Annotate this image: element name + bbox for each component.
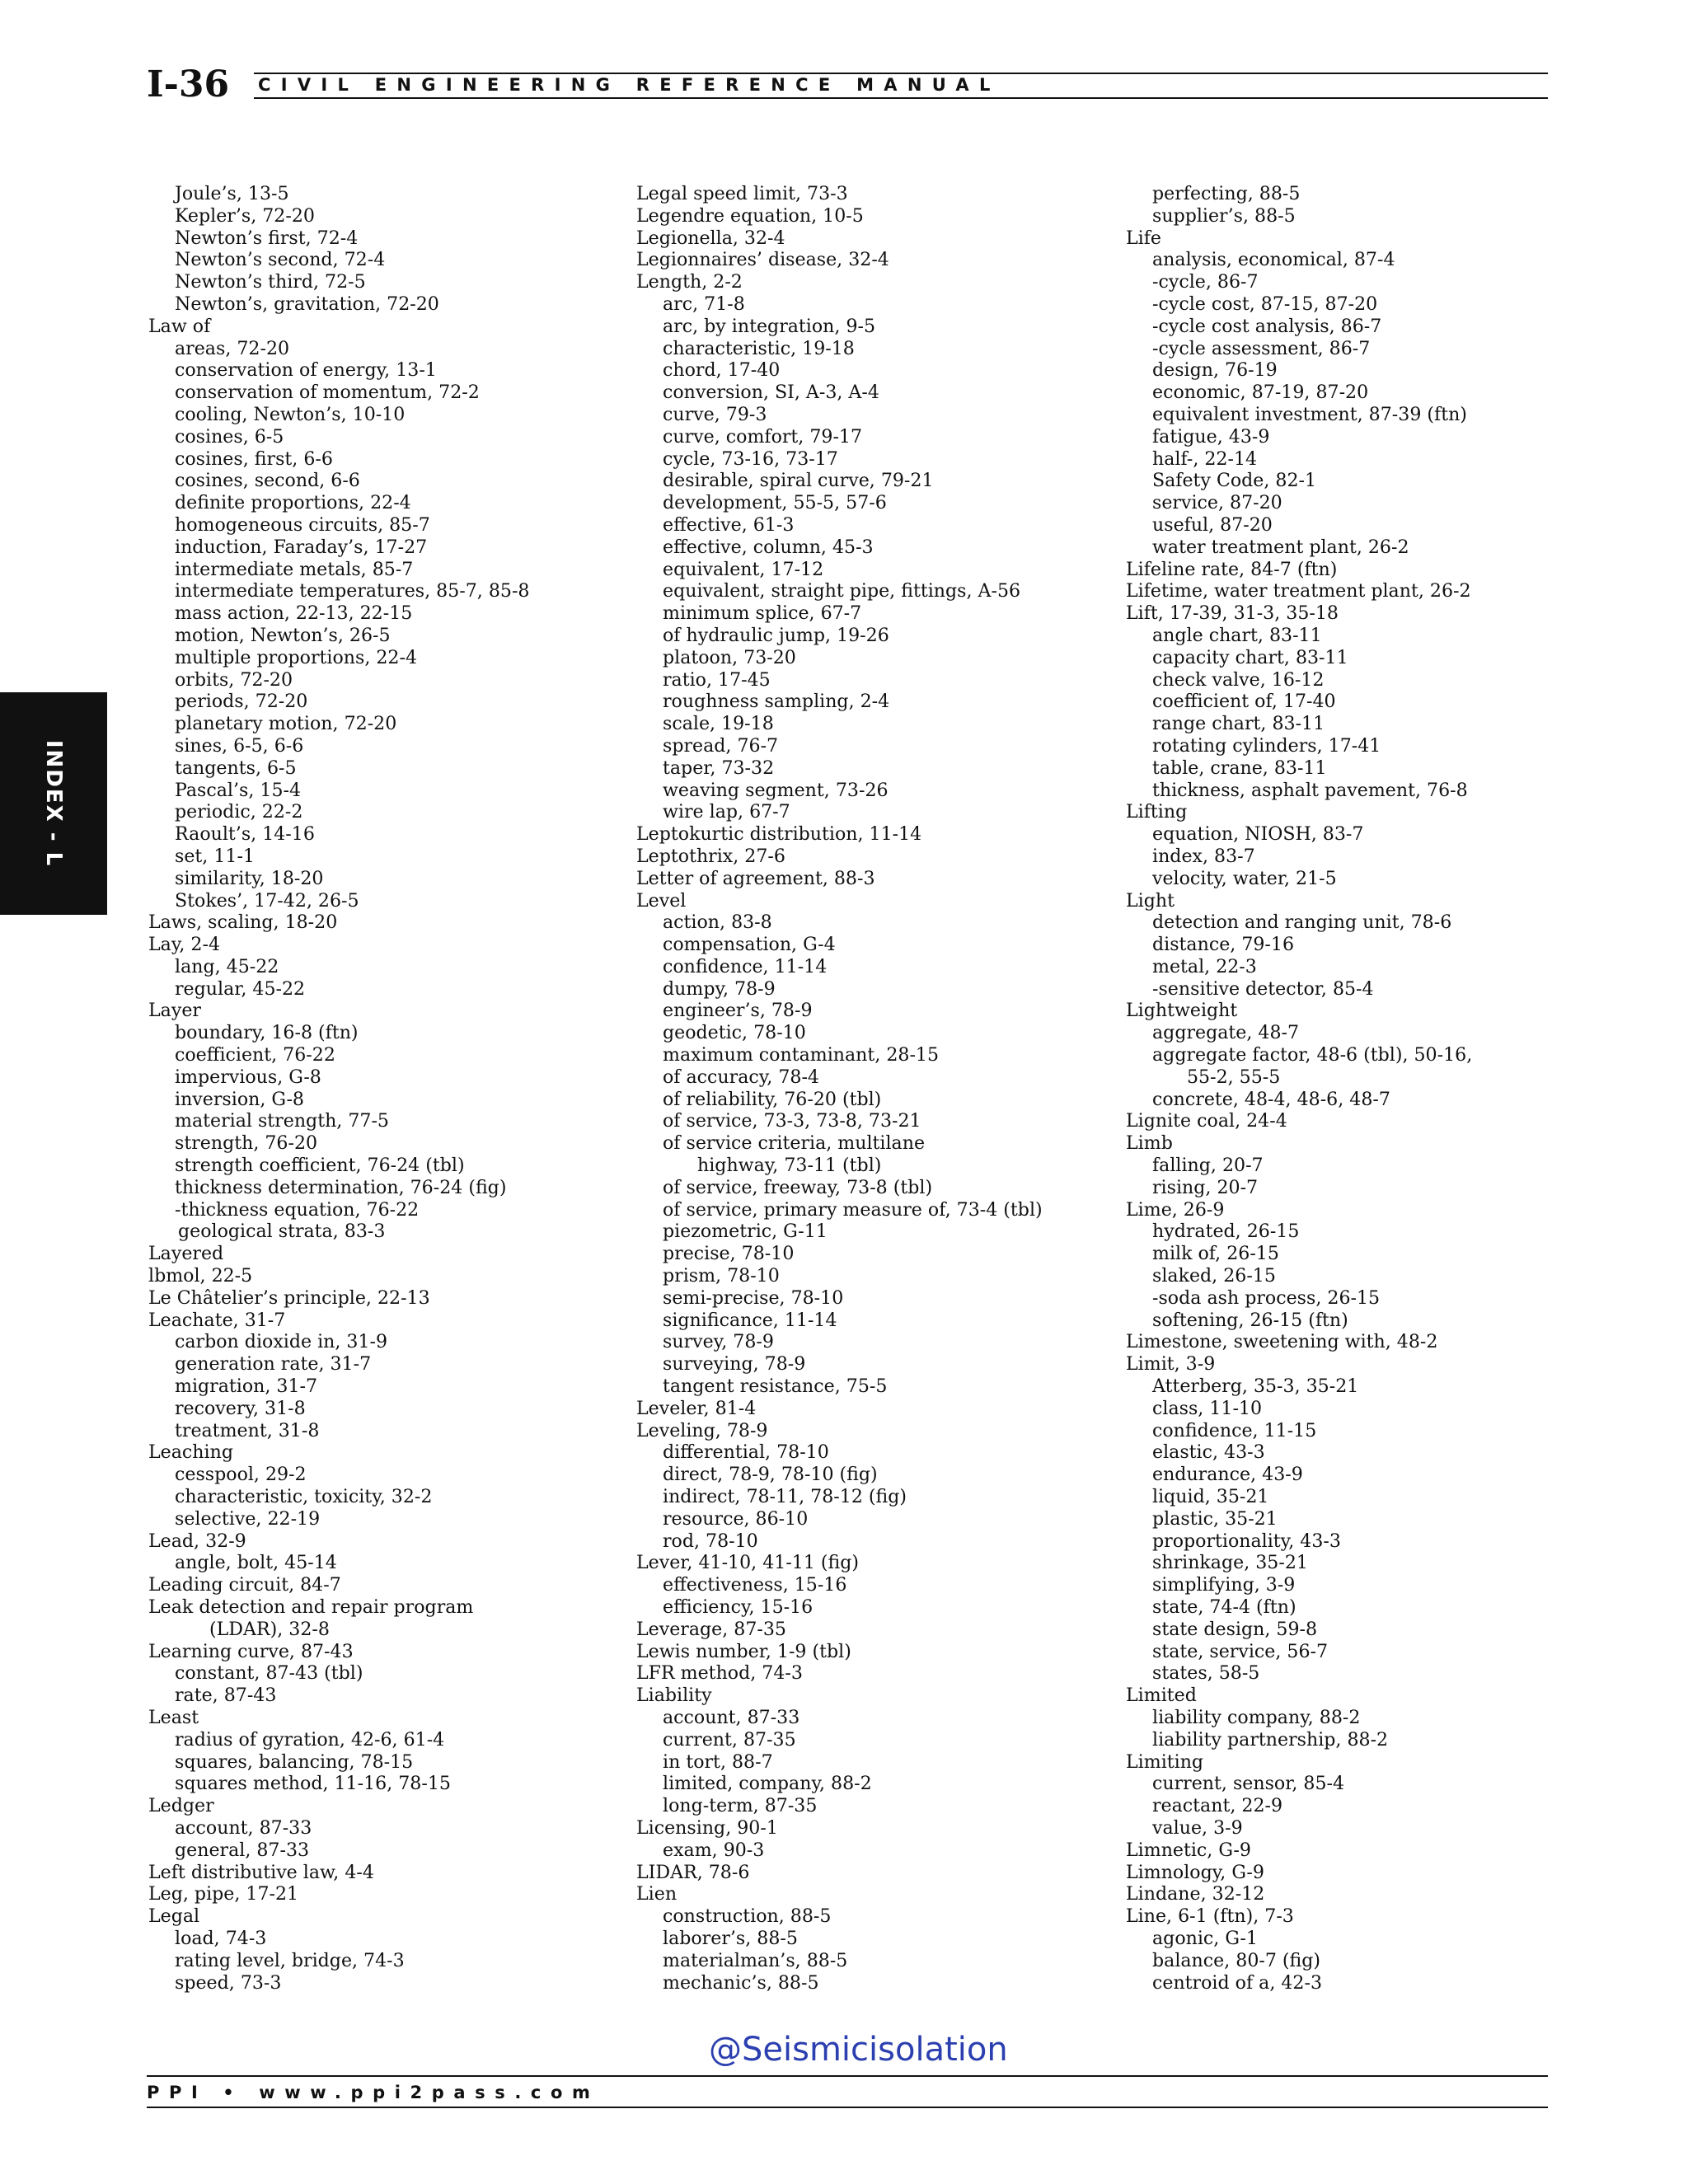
index-subentry: Safety Code, 82-1 bbox=[1152, 470, 1317, 492]
index-subentry: arc, 71-8 bbox=[663, 293, 745, 315]
index-subentry: material strength, 77-5 bbox=[175, 1110, 389, 1132]
index-subentry: of reliability, 76-20 (tbl) bbox=[663, 1088, 882, 1110]
index-subentry: equivalent, straight pipe, fittings, A-56 bbox=[663, 580, 1021, 602]
index-subentry: inversion, G-8 bbox=[175, 1088, 304, 1110]
index-subentry: conservation of energy, 13-1 bbox=[175, 359, 437, 382]
index-entry: Leptothrix, 27-6 bbox=[636, 845, 785, 867]
index-subentry: fatigue, 43-9 bbox=[1152, 425, 1270, 448]
index-subentry: areas, 72-20 bbox=[175, 337, 290, 359]
index-subentry: -cycle cost analysis, 86-7 bbox=[1152, 315, 1382, 337]
index-subentry: of hydraulic jump, 19-26 bbox=[663, 624, 889, 646]
index-subentry: multiple proportions, 22-4 bbox=[175, 646, 418, 668]
index-subentry: simplifying, 3-9 bbox=[1152, 1574, 1296, 1596]
index-entry: Lime, 26-9 bbox=[1126, 1198, 1225, 1221]
index-subentry: balance, 80-7 (fig) bbox=[1152, 1949, 1321, 1971]
index-subentry: desirable, spiral curve, 79-21 bbox=[663, 470, 934, 492]
watermark-text: @Seismicisolation bbox=[709, 2031, 1008, 2069]
index-entry: Limnology, G-9 bbox=[1126, 1861, 1264, 1883]
index-subentry: index, 83-7 bbox=[1152, 845, 1255, 867]
index-subentry: 55-2, 55-5 bbox=[1187, 1066, 1281, 1088]
index-entry: Lightweight bbox=[1126, 1000, 1238, 1022]
index-subentry: general, 87-33 bbox=[175, 1839, 310, 1861]
index-entry: LFR method, 74-3 bbox=[636, 1662, 803, 1685]
page-header bbox=[147, 64, 1548, 105]
index-subentry: falling, 20-7 bbox=[1152, 1155, 1264, 1177]
index-subentry: angle chart, 83-11 bbox=[1152, 624, 1322, 646]
index-subentry: coefficient, 76-22 bbox=[175, 1044, 335, 1066]
index-subentry: exam, 90-3 bbox=[663, 1839, 765, 1861]
index-subentry: precise, 78-10 bbox=[663, 1243, 795, 1265]
index-entry: Legal bbox=[148, 1905, 200, 1928]
index-subentry: strength, 76-20 bbox=[175, 1132, 318, 1155]
index-subentry: effectiveness, 15-16 bbox=[663, 1574, 847, 1596]
index-subentry: squares method, 11-16, 78-15 bbox=[175, 1773, 451, 1795]
index-entry: Limited bbox=[1126, 1685, 1197, 1707]
index-subentry: scale, 19-18 bbox=[663, 713, 774, 735]
index-subentry: -cycle assessment, 86-7 bbox=[1152, 337, 1371, 359]
index-subentry: intermediate metals, 85-7 bbox=[175, 558, 414, 580]
index-subentry: state, 74-4 (ftn) bbox=[1152, 1596, 1296, 1618]
index-subentry: highway, 73-11 (tbl) bbox=[697, 1155, 882, 1177]
index-subentry: Raoult’s, 14-16 bbox=[175, 823, 315, 846]
index-subentry: tangents, 6-5 bbox=[175, 757, 297, 779]
index-subentry: efficiency, 15-16 bbox=[663, 1596, 814, 1618]
index-subentry: semi-precise, 78-10 bbox=[663, 1286, 844, 1309]
index-subentry: Newton’s first, 72-4 bbox=[175, 227, 359, 249]
index-subentry: chord, 17-40 bbox=[663, 359, 781, 382]
index-subentry: thickness, asphalt pavement, 76-8 bbox=[1152, 779, 1468, 801]
index-subentry: Newton’s, gravitation, 72-20 bbox=[175, 293, 439, 315]
index-subentry: planetary motion, 72-20 bbox=[175, 713, 397, 735]
index-column-3 bbox=[1126, 183, 1563, 1994]
index-subentry: wire lap, 67-7 bbox=[663, 801, 790, 823]
index-subentry: current, 87-35 bbox=[663, 1728, 796, 1750]
index-subentry: geological strata, 83-3 bbox=[178, 1221, 386, 1243]
index-subentry: -thickness equation, 76-22 bbox=[175, 1198, 420, 1221]
index-subentry: limited, company, 88-2 bbox=[663, 1773, 872, 1795]
index-subentry: geodetic, 78-10 bbox=[663, 1022, 806, 1044]
index-subentry: -cycle, 86-7 bbox=[1152, 271, 1259, 293]
index-subentry: -cycle cost, 87-15, 87-20 bbox=[1152, 293, 1378, 315]
index-entry: Light bbox=[1126, 889, 1175, 912]
index-subentry: rod, 78-10 bbox=[663, 1530, 758, 1552]
index-subentry: centroid of a, 42-3 bbox=[1152, 1971, 1323, 1994]
index-entry: lbmol, 22-5 bbox=[148, 1265, 253, 1287]
index-subentry: migration, 31-7 bbox=[175, 1376, 318, 1398]
index-subentry: proportionality, 43-3 bbox=[1152, 1530, 1341, 1552]
index-subentry: hydrated, 26-15 bbox=[1152, 1221, 1300, 1243]
index-subentry: aggregate, 48-7 bbox=[1152, 1022, 1300, 1044]
index-entry: Layer bbox=[148, 1000, 201, 1022]
index-subentry: coefficient of, 17-40 bbox=[1152, 691, 1336, 713]
index-entry: Limiting bbox=[1126, 1750, 1204, 1773]
index-subentry: homogeneous circuits, 85-7 bbox=[175, 513, 430, 536]
index-subentry: compensation, G-4 bbox=[663, 934, 836, 956]
index-subentry: treatment, 31-8 bbox=[175, 1419, 320, 1441]
index-entry: Leg, pipe, 17-21 bbox=[148, 1883, 299, 1905]
index-subentry: confidence, 11-14 bbox=[663, 955, 828, 977]
index-subentry: motion, Newton’s, 26-5 bbox=[175, 624, 391, 646]
running-title: CIVIL ENGINEERING REFERENCE MANUAL bbox=[258, 75, 1001, 95]
index-subentry: intermediate temperatures, 85-7, 85-8 bbox=[175, 580, 530, 602]
footer-rule-top bbox=[147, 2075, 1548, 2077]
index-side-tab bbox=[0, 692, 107, 915]
index-subentry: aggregate factor, 48-6 (tbl), 50-16, bbox=[1152, 1044, 1473, 1066]
index-entry: Leaching bbox=[148, 1441, 233, 1464]
index-subentry: set, 11-1 bbox=[175, 845, 255, 867]
index-subentry: of service, 73-3, 73-8, 73-21 bbox=[663, 1110, 921, 1132]
index-subentry: piezometric, G-11 bbox=[663, 1221, 828, 1243]
index-subentry: angle, bolt, 45-14 bbox=[175, 1552, 337, 1574]
index-entry: Life bbox=[1126, 227, 1161, 249]
index-subentry: Pascal’s, 15-4 bbox=[175, 779, 302, 801]
index-subentry: squares, balancing, 78-15 bbox=[175, 1750, 414, 1773]
index-subentry: boundary, 16-8 (ftn) bbox=[175, 1022, 359, 1044]
index-subentry: cosines, first, 6-6 bbox=[175, 448, 333, 470]
index-subentry: water treatment plant, 26-2 bbox=[1152, 536, 1409, 558]
index-subentry: current, sensor, 85-4 bbox=[1152, 1773, 1345, 1795]
index-entry: Legionella, 32-4 bbox=[636, 227, 785, 249]
index-subentry: useful, 87-20 bbox=[1152, 513, 1273, 536]
index-subentry: in tort, 88-7 bbox=[663, 1750, 773, 1773]
index-subentry: cosines, second, 6-6 bbox=[175, 470, 360, 492]
index-subentry: states, 58-5 bbox=[1152, 1662, 1260, 1685]
index-entry: Limestone, sweetening with, 48-2 bbox=[1126, 1331, 1438, 1353]
index-subentry: distance, 79-16 bbox=[1152, 934, 1295, 956]
index-subentry: maximum contaminant, 28-15 bbox=[663, 1044, 940, 1066]
index-entry: Legal speed limit, 73-3 bbox=[636, 183, 848, 204]
index-entry: LIDAR, 78-6 bbox=[636, 1861, 750, 1883]
index-subentry: concrete, 48-4, 48-6, 48-7 bbox=[1152, 1088, 1390, 1110]
index-subentry: state, service, 56-7 bbox=[1152, 1640, 1329, 1662]
index-subentry: liability company, 88-2 bbox=[1152, 1706, 1361, 1728]
index-entry: Limb bbox=[1126, 1132, 1173, 1155]
index-subentry: elastic, 43-3 bbox=[1152, 1441, 1265, 1464]
index-subentry: curve, 79-3 bbox=[663, 403, 767, 425]
index-entry: Lifeline rate, 84-7 (ftn) bbox=[1126, 558, 1338, 580]
index-subentry: slaked, 26-15 bbox=[1152, 1265, 1276, 1287]
footer-text: PPI • www.ppi2pass.com bbox=[147, 2083, 600, 2102]
index-subentry: of service, primary measure of, 73-4 (tbl) bbox=[663, 1198, 1043, 1221]
index-subentry: mechanic’s, 88-5 bbox=[663, 1971, 819, 1994]
index-entry: Limit, 3-9 bbox=[1126, 1353, 1216, 1376]
index-entry: Lifetime, water treatment plant, 26-2 bbox=[1126, 580, 1471, 602]
index-subentry: lang, 45-22 bbox=[175, 955, 279, 977]
index-entry: Left distributive law, 4-4 bbox=[148, 1861, 374, 1883]
index-subentry: action, 83-8 bbox=[663, 912, 772, 934]
index-subentry: rotating cylinders, 17-41 bbox=[1152, 734, 1381, 757]
index-entry: Lindane, 32-12 bbox=[1126, 1883, 1265, 1905]
index-subentry: conversion, SI, A-3, A-4 bbox=[663, 382, 879, 404]
index-subentry: perfecting, 88-5 bbox=[1152, 183, 1301, 204]
index-subentry: survey, 78-9 bbox=[663, 1331, 774, 1353]
index-subentry: characteristic, toxicity, 32-2 bbox=[175, 1486, 433, 1508]
index-subentry: equivalent investment, 87-39 (ftn) bbox=[1152, 403, 1467, 425]
index-subentry: analysis, economical, 87-4 bbox=[1152, 249, 1395, 271]
index-subentry: radius of gyration, 42-6, 61-4 bbox=[175, 1728, 445, 1750]
index-entry: Leveler, 81-4 bbox=[636, 1397, 757, 1419]
index-entry: Layered bbox=[148, 1243, 224, 1265]
index-subentry: equivalent, 17-12 bbox=[663, 558, 824, 580]
index-subentry: liability partnership, 88-2 bbox=[1152, 1728, 1389, 1750]
header-rule-bottom bbox=[254, 97, 1548, 99]
index-subentry: resource, 86-10 bbox=[663, 1507, 809, 1530]
index-entry: Length, 2-2 bbox=[636, 271, 743, 293]
index-entry: Liability bbox=[636, 1685, 712, 1707]
index-subentry: indirect, 78-11, 78-12 (fig) bbox=[663, 1486, 907, 1508]
index-subentry: milk of, 26-15 bbox=[1152, 1243, 1279, 1265]
index-subentry: speed, 73-3 bbox=[175, 1971, 282, 1994]
index-subentry: definite proportions, 22-4 bbox=[175, 492, 411, 514]
index-subentry: selective, 22-19 bbox=[175, 1507, 321, 1530]
index-subentry: periods, 72-20 bbox=[175, 691, 308, 713]
index-subentry: strength coefficient, 76-24 (tbl) bbox=[175, 1155, 465, 1177]
index-entry: Leptokurtic distribution, 11-14 bbox=[636, 823, 922, 846]
index-subentry: surveying, 78-9 bbox=[663, 1353, 806, 1376]
index-subentry: check valve, 16-12 bbox=[1152, 668, 1325, 691]
index-subentry: periodic, 22-2 bbox=[175, 801, 303, 823]
index-subentry: significance, 11-14 bbox=[663, 1309, 837, 1331]
index-entry: Laws, scaling, 18-20 bbox=[148, 912, 338, 934]
index-subentry: prism, 78-10 bbox=[663, 1265, 780, 1287]
index-column-1 bbox=[148, 183, 610, 1994]
index-entry: Leading circuit, 84-7 bbox=[148, 1574, 341, 1596]
index-subentry: of service criteria, multilane bbox=[663, 1132, 926, 1155]
index-subentry: equation, NIOSH, 83-7 bbox=[1152, 823, 1364, 846]
index-subentry: taper, 73-32 bbox=[663, 757, 775, 779]
index-subentry: cesspool, 29-2 bbox=[175, 1464, 307, 1486]
index-subentry: account, 87-33 bbox=[175, 1816, 312, 1839]
index-subentry: carbon dioxide in, 31-9 bbox=[175, 1331, 388, 1353]
index-subentry: regular, 45-22 bbox=[175, 977, 306, 1000]
index-subentry: table, crane, 83-11 bbox=[1152, 757, 1327, 779]
index-subentry: rating level, bridge, 74-3 bbox=[175, 1949, 405, 1971]
index-subentry: agonic, G-1 bbox=[1152, 1927, 1258, 1949]
index-entry: Line, 6-1 (ftn), 7-3 bbox=[1126, 1905, 1294, 1928]
index-subentry: half-, 22-14 bbox=[1152, 448, 1258, 470]
index-subentry: differential, 78-10 bbox=[663, 1441, 829, 1464]
index-subentry: curve, comfort, 79-17 bbox=[663, 425, 863, 448]
index-subentry: shrinkage, 35-21 bbox=[1152, 1552, 1308, 1574]
index-entry: Lead, 32-9 bbox=[148, 1530, 246, 1552]
index-subentry: state design, 59-8 bbox=[1152, 1618, 1318, 1640]
index-subentry: Newton’s second, 72-4 bbox=[175, 249, 386, 271]
index-subentry: Newton’s third, 72-5 bbox=[175, 271, 366, 293]
index-subentry: of service, freeway, 73-8 (tbl) bbox=[663, 1176, 933, 1198]
index-entry: Legionnaires’ disease, 32-4 bbox=[636, 249, 889, 271]
index-subentry: endurance, 43-9 bbox=[1152, 1464, 1303, 1486]
index-subentry: economic, 87-19, 87-20 bbox=[1152, 382, 1369, 404]
index-subentry: long-term, 87-35 bbox=[663, 1795, 818, 1817]
index-subentry: thickness determination, 76-24 (fig) bbox=[175, 1176, 507, 1198]
index-subentry: Kepler’s, 72-20 bbox=[175, 204, 315, 227]
index-entry: Leak detection and repair program bbox=[148, 1596, 474, 1618]
index-subentry: design, 76-19 bbox=[1152, 359, 1278, 382]
index-subentry: laborer’s, 88-5 bbox=[663, 1927, 798, 1949]
index-entry: Lien bbox=[636, 1883, 678, 1905]
index-subentry: constant, 87-43 (tbl) bbox=[175, 1662, 363, 1685]
index-subentry: cooling, Newton’s, 10-10 bbox=[175, 403, 406, 425]
index-subentry: of accuracy, 78-4 bbox=[663, 1066, 819, 1088]
index-subentry: cosines, 6-5 bbox=[175, 425, 284, 448]
index-column-2 bbox=[636, 183, 1114, 1994]
side-tab-label: INDEX - L bbox=[41, 739, 66, 868]
index-subentry: minimum splice, 67-7 bbox=[663, 602, 862, 625]
index-subentry: supplier’s, 88-5 bbox=[1152, 204, 1296, 227]
index-subentry: characteristic, 19-18 bbox=[663, 337, 855, 359]
index-entry: Lignite coal, 24-4 bbox=[1126, 1110, 1287, 1132]
index-subentry: engineer’s, 78-9 bbox=[663, 1000, 813, 1022]
index-subentry: (LDAR), 32-8 bbox=[209, 1618, 330, 1640]
index-subentry: load, 74-3 bbox=[175, 1927, 267, 1949]
index-subentry: tangent resistance, 75-5 bbox=[663, 1376, 888, 1398]
index-subentry: construction, 88-5 bbox=[663, 1905, 832, 1928]
index-subentry: impervious, G-8 bbox=[175, 1066, 321, 1088]
index-subentry: sines, 6-5, 6-6 bbox=[175, 734, 304, 757]
index-subentry: similarity, 18-20 bbox=[175, 867, 324, 889]
index-subentry: capacity chart, 83-11 bbox=[1152, 646, 1348, 668]
index-entry: Letter of agreement, 88-3 bbox=[636, 867, 875, 889]
index-subentry: range chart, 83-11 bbox=[1152, 713, 1325, 735]
index-entry: Lifting bbox=[1126, 801, 1188, 823]
index-subentry: Joule’s, 13-5 bbox=[175, 183, 289, 204]
index-subentry: value, 3-9 bbox=[1152, 1816, 1243, 1839]
index-subentry: rising, 20-7 bbox=[1152, 1176, 1259, 1198]
index-subentry: service, 87-20 bbox=[1152, 492, 1282, 514]
index-subentry: -soda ash process, 26-15 bbox=[1152, 1286, 1381, 1309]
index-subentry: -sensitive detector, 85-4 bbox=[1152, 977, 1374, 1000]
index-subentry: development, 55-5, 57-6 bbox=[663, 492, 887, 514]
index-entry: Law of bbox=[148, 315, 211, 337]
index-entry: Lift, 17-39, 31-3, 35-18 bbox=[1126, 602, 1339, 625]
index-subentry: orbits, 72-20 bbox=[175, 668, 293, 691]
index-entry: Lewis number, 1-9 (tbl) bbox=[636, 1640, 851, 1662]
index-subentry: materialman’s, 88-5 bbox=[663, 1949, 848, 1971]
index-entry: Lever, 41-10, 41-11 (fig) bbox=[636, 1552, 860, 1574]
index-subentry: cycle, 73-16, 73-17 bbox=[663, 448, 838, 470]
index-subentry: plastic, 35-21 bbox=[1152, 1507, 1278, 1530]
index-subentry: metal, 22-3 bbox=[1152, 955, 1257, 977]
index-subentry: generation rate, 31-7 bbox=[175, 1353, 372, 1376]
index-subentry: direct, 78-9, 78-10 (fig) bbox=[663, 1464, 878, 1486]
index-subentry: confidence, 11-15 bbox=[1152, 1419, 1317, 1441]
footer-rule-bottom bbox=[147, 2107, 1548, 2108]
index-subentry: liquid, 35-21 bbox=[1152, 1486, 1269, 1508]
index-subentry: platoon, 73-20 bbox=[663, 646, 796, 668]
index-entry: Lay, 2-4 bbox=[148, 934, 221, 956]
index-entry: Ledger bbox=[148, 1795, 214, 1817]
index-subentry: recovery, 31-8 bbox=[175, 1397, 306, 1419]
index-subentry: dumpy, 78-9 bbox=[663, 977, 776, 1000]
index-entry: Leveling, 78-9 bbox=[636, 1419, 768, 1441]
index-subentry: Stokes’, 17-42, 26-5 bbox=[175, 889, 359, 912]
page-number: I-36 bbox=[147, 63, 230, 105]
index-entry: Learning curve, 87-43 bbox=[148, 1640, 354, 1662]
index-entry: Le Châtelier’s principle, 22-13 bbox=[148, 1286, 430, 1309]
header-rule-top bbox=[254, 73, 1548, 74]
index-subentry: effective, 61-3 bbox=[663, 513, 795, 536]
index-entry: Level bbox=[636, 889, 687, 912]
index-subentry: effective, column, 45-3 bbox=[663, 536, 874, 558]
index-subentry: velocity, water, 21-5 bbox=[1152, 867, 1337, 889]
index-entry: Licensing, 90-1 bbox=[636, 1816, 778, 1839]
index-entry: Leachate, 31-7 bbox=[148, 1309, 286, 1331]
index-subentry: mass action, 22-13, 22-15 bbox=[175, 602, 413, 625]
index-subentry: conservation of momentum, 72-2 bbox=[175, 382, 480, 404]
index-subentry: arc, by integration, 9-5 bbox=[663, 315, 876, 337]
index-subentry: Atterberg, 35-3, 35-21 bbox=[1152, 1376, 1359, 1398]
index-subentry: detection and ranging unit, 78-6 bbox=[1152, 912, 1452, 934]
index-subentry: ratio, 17-45 bbox=[663, 668, 771, 691]
index-subentry: weaving segment, 73-26 bbox=[663, 779, 889, 801]
index-entry: Legendre equation, 10-5 bbox=[636, 204, 864, 227]
index-subentry: rate, 87-43 bbox=[175, 1685, 277, 1707]
index-subentry: softening, 26-15 (ftn) bbox=[1152, 1309, 1348, 1331]
index-entry: Least bbox=[148, 1706, 199, 1728]
index-subentry: spread, 76-7 bbox=[663, 734, 779, 757]
index-subentry: reactant, 22-9 bbox=[1152, 1795, 1283, 1817]
index-entry: Leverage, 87-35 bbox=[636, 1618, 786, 1640]
index-subentry: account, 87-33 bbox=[663, 1706, 800, 1728]
index-subentry: roughness sampling, 2-4 bbox=[663, 691, 890, 713]
index-entry: Limnetic, G-9 bbox=[1126, 1839, 1251, 1861]
index-subentry: induction, Faraday’s, 17-27 bbox=[175, 536, 428, 558]
index-subentry: class, 11-10 bbox=[1152, 1397, 1263, 1419]
